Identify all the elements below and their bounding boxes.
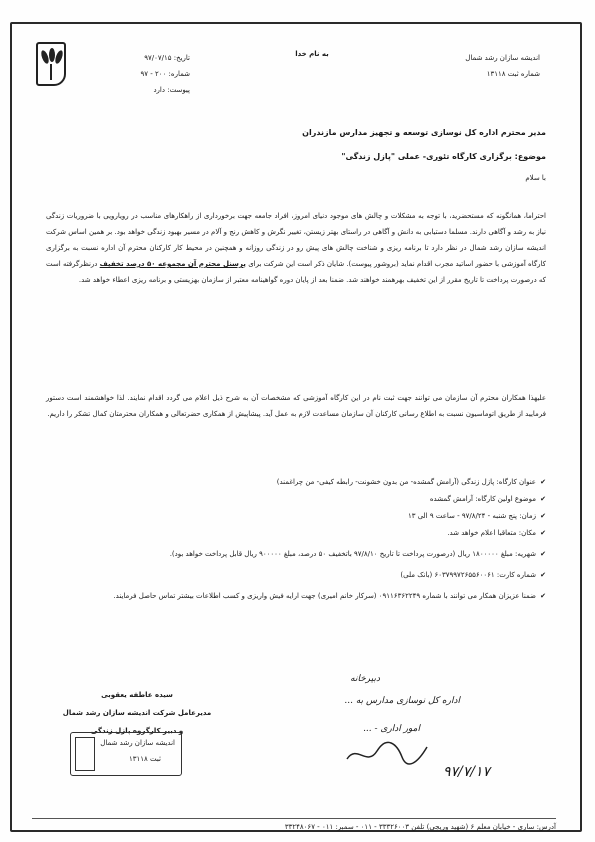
signatory-name: سیده عاطفه یعقوبی xyxy=(101,691,173,699)
registration-number: شماره ثبت ۱۳۱۱۸ xyxy=(486,70,540,78)
footer-address: آدرس: ساری - خیابان معلم ۶ (شهید وریجی) تلفن ۳۳۳۲۶۰۰۳ - ۰۱۱ - سمبر: ۰۱۱ - ۳۳۲۴۸۰۶۷ xyxy=(32,818,556,831)
company-stamp xyxy=(70,732,182,776)
handwritten-note-3: امور اداری - ... xyxy=(363,724,420,734)
details-list xyxy=(46,474,546,605)
paragraph-1-emphasis: پرسنل محترم آن مجموعه ۵۰ درصد تخفیف xyxy=(99,260,246,268)
paragraph-1 xyxy=(46,208,546,288)
stamp-name: اندیشه سازان رشد شمال xyxy=(100,739,175,747)
letter-attachment: پیوست: دارد xyxy=(153,86,190,94)
stamp-reg: ثبت ۱۳۱۱۸ xyxy=(129,755,161,763)
detail-item: ✔شماره کارت: ۶۰۳۷۹۹۷۲۶۵۵۶۰۰۶۱ (بانک ملی) xyxy=(400,571,546,579)
signatory-title: مدیرعامل شرکت اندیشه سازان رشد شمال xyxy=(62,709,212,717)
paragraph-1-text: احتراما، همانگونه که مستحضرید، با توجه به مشکلات و چالش های موجود دنیای امروز، افراد جامعه جهت برخورداری از راهکارهای مناسب در رویارویی با ضروریات زندگی نیاز به رشد و آگاهی دارند. مسلما دستیابی به دانش و آگاهی در راستای بهتر زیستن، تغییر نگرش و کاهش رنج و آلام در مسیر بهبود زندگی خواهد بود. بر همین اساس شرکت اندیشه سازان رشد شمال در نظر دارد تا برنامه ریزی و شناخت چالش های پیش رو در زندگی روزانه و همچنین در محیط کار کارکنان محترم آن اداره نسبت به برگزاری کارگاه آموزشی با حضور اساتید مجرب اقدام نماید (بروشور پیوست). شایان ذکر است این شرکت برای xyxy=(46,212,547,268)
subject: موضوع: برگزاری کارگاه تئوری- عملی "پازل زندگی" xyxy=(341,152,546,161)
handwritten-signature-icon xyxy=(342,739,432,769)
letter-page xyxy=(10,22,582,832)
letter-number: شماره: ۲۰۰ - ۹۷ xyxy=(140,70,190,78)
detail-item: ✔مکان: متعاقبا اعلام خواهد شد. xyxy=(447,529,546,537)
detail-item: ✔ضمنا عزیزان همکار می توانند با شماره ۰۹۱۱۶۳۶۲۲۴۹ (سرکار خانم امیری) جهت ارایه فیش واریزی و کسب اطلاعات بیشتر تماس حاصل فرمایند. xyxy=(113,592,546,600)
detail-item: ✔زمان: پنج شنبه - ۹۷/۸/۲۴ - ساعت ۹ الی ۱۳ xyxy=(407,512,546,520)
detail-item: ✔شهریه: مبلغ ۱۸۰۰۰۰۰ ریال (درصورت پرداخت تا تاریخ ۹۷/۸/۱۰ باتخفیف ۵۰ درصد، مبلغ ۹۰۰۰۰۰ ریال قابل پرداخت خواهد بود). xyxy=(169,550,546,558)
bismillah: به نام خدا xyxy=(295,50,329,58)
org-name: اندیشه سازان رشد شمال xyxy=(465,54,540,62)
recipient: مدیر محترم اداره کل نوسازی توسعه و تجهیز مدارس مازندران xyxy=(302,128,546,137)
stamp-logo-icon xyxy=(75,737,95,771)
company-logo xyxy=(36,42,66,86)
detail-item: ✔موضوع اولین کارگاه: آرامش گمشده xyxy=(429,495,546,503)
paragraph-1-end: درنظرگرفته است که درصورت پرداخت تا تاریخ مقرر از این تخفیف بهرهمند خواهند شد. ضمنا بعد از پایان دوره گواهینامه معتبر از سازمان بهزیستی و برنامه ریزی اعطاء خواهد شد. xyxy=(46,260,546,284)
handwritten-note-1: دبیرخانه xyxy=(350,674,380,684)
handwritten-date: ۹۷/۷/۱۷ xyxy=(442,764,490,780)
header-meta-block xyxy=(70,50,190,98)
header-org-block xyxy=(340,50,540,82)
greeting: با سلام xyxy=(525,174,546,182)
letter-date: تاریخ: ۹۷/۰۷/۱۵ xyxy=(144,54,190,62)
detail-item: ✔عنوان کارگاه: پازل زندگی (آرامش گمشده- من بدون خشونت- رابطه کیفی- من چراغمند) xyxy=(276,478,546,486)
paragraph-2: علیهذا همکاران محترم آن سازمان می توانند جهت ثبت نام در این کارگاه آموزشی که مشخصات آن به شرح ذیل اعلام می گردد اقدام نمایند. لذا خواهشمند است دستور فرمایید از طریق اتوماسیون نسبت به اطلاع رسانی کارکنان آن سازمان مساعدت لازم به عمل آید. پیشاپیش از همکاری حضرتعالی و همکاران محترمتان کمال تشکر را داریم. xyxy=(46,394,546,418)
handwritten-note-2: اداره کل نوسازی مدارس به ... xyxy=(344,696,460,706)
signatory-title-2: و دبیر کارگروه پازل زندگی xyxy=(90,727,184,735)
